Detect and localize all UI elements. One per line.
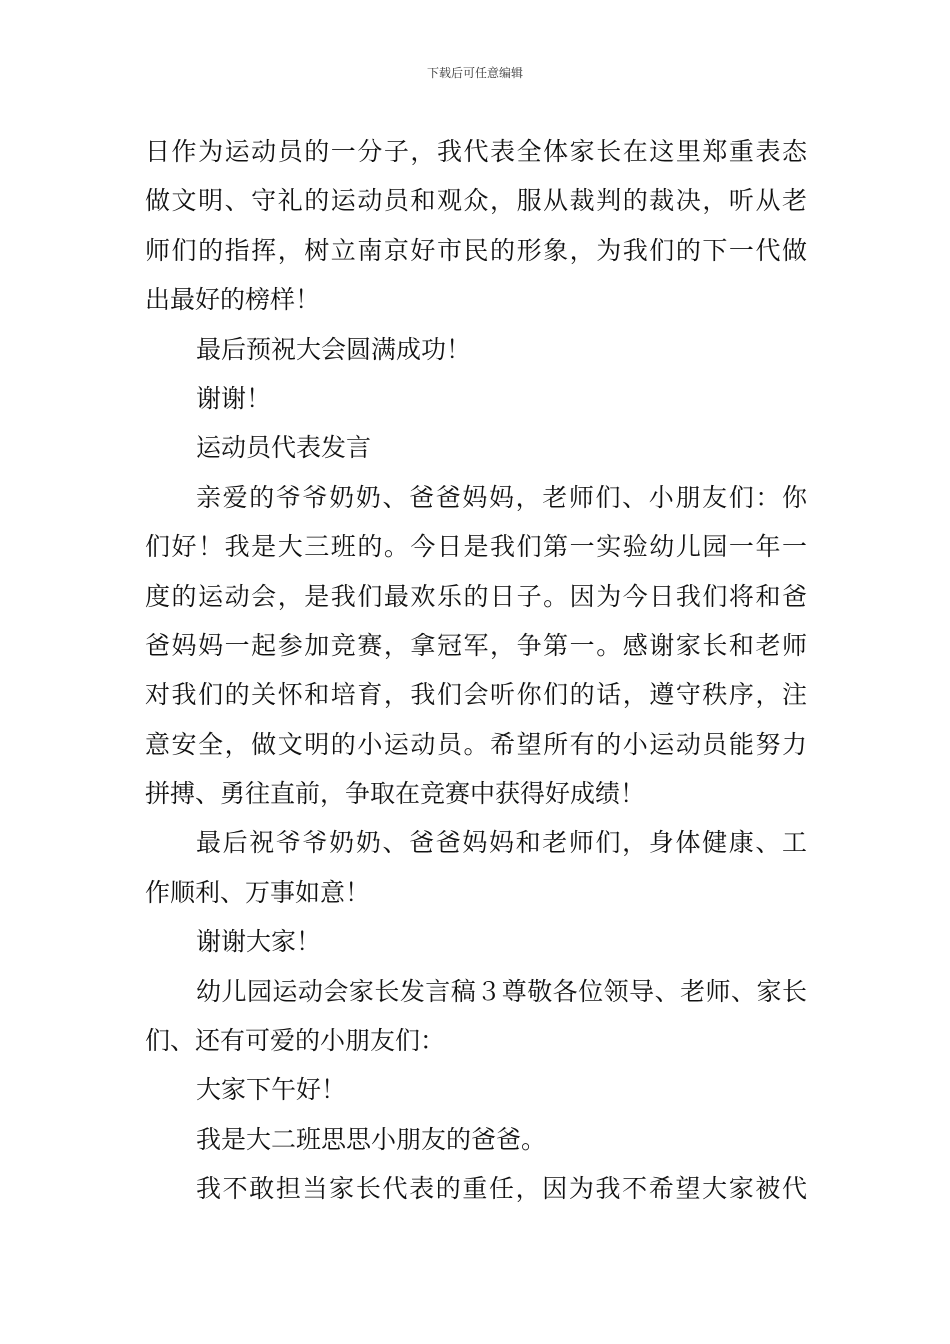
text-line: 日作为运动员的一分子，我代表全体家长在这里郑重表态	[145, 137, 807, 166]
text-line: 大家下午好！	[196, 1075, 347, 1105]
text-line: 出最好的榜样！	[145, 285, 321, 315]
text-line: 做文明、守礼的运动员和观众，服从裁判的裁决，听从老	[145, 186, 807, 216]
text-line: 意安全，做文明的小运动员。希望所有的小运动员能努力	[145, 729, 807, 759]
text-line: 作顺利、万事如意！	[145, 877, 371, 907]
text-line: 谢谢！	[196, 383, 272, 413]
text-line: 师们的指挥，树立南京好市民的形象，为我们的下一代做	[145, 235, 807, 265]
section-heading: 运动员代表发言	[196, 433, 372, 463]
text-line: 幼儿园运动会家长发言稿３尊敬各位领导、老师、家长	[196, 976, 807, 1006]
text-line: 谢谢大家！	[196, 927, 322, 957]
text-line: 我不敢担当家长代表的重任，因为我不希望大家被代	[196, 1174, 807, 1204]
text-line: 们好！我是大三班的。今日是我们第一实验幼儿园一年一	[145, 532, 807, 562]
text-line: 度的运动会，是我们最欢乐的日子。因为今日我们将和爸	[145, 581, 807, 611]
text-line: 亲爱的爷爷奶奶、爸爸妈妈，老师们、小朋友们：你	[196, 482, 807, 512]
text-line: 最后预祝大会圆满成功！	[196, 334, 472, 364]
page-header: 下载后可任意编辑	[426, 66, 523, 80]
text-line: 爸妈妈一起参加竞赛，拿冠军，争第一。感谢家长和老师	[145, 630, 807, 660]
document-body	[145, 127, 807, 1214]
text-line: 们、还有可爱的小朋友们：	[145, 1026, 446, 1056]
text-line: 对我们的关怀和培育，我们会听你们的话，遵守秩序，注	[145, 680, 807, 710]
text-line: 我是大二班思思小朋友的爸爸。	[196, 1124, 547, 1154]
text-line: 拼搏、勇往直前，争取在竞赛中获得好成绩！	[145, 779, 646, 809]
text-line: 最后祝爷爷奶奶、爸爸妈妈和老师们，身体健康、工	[196, 828, 807, 858]
